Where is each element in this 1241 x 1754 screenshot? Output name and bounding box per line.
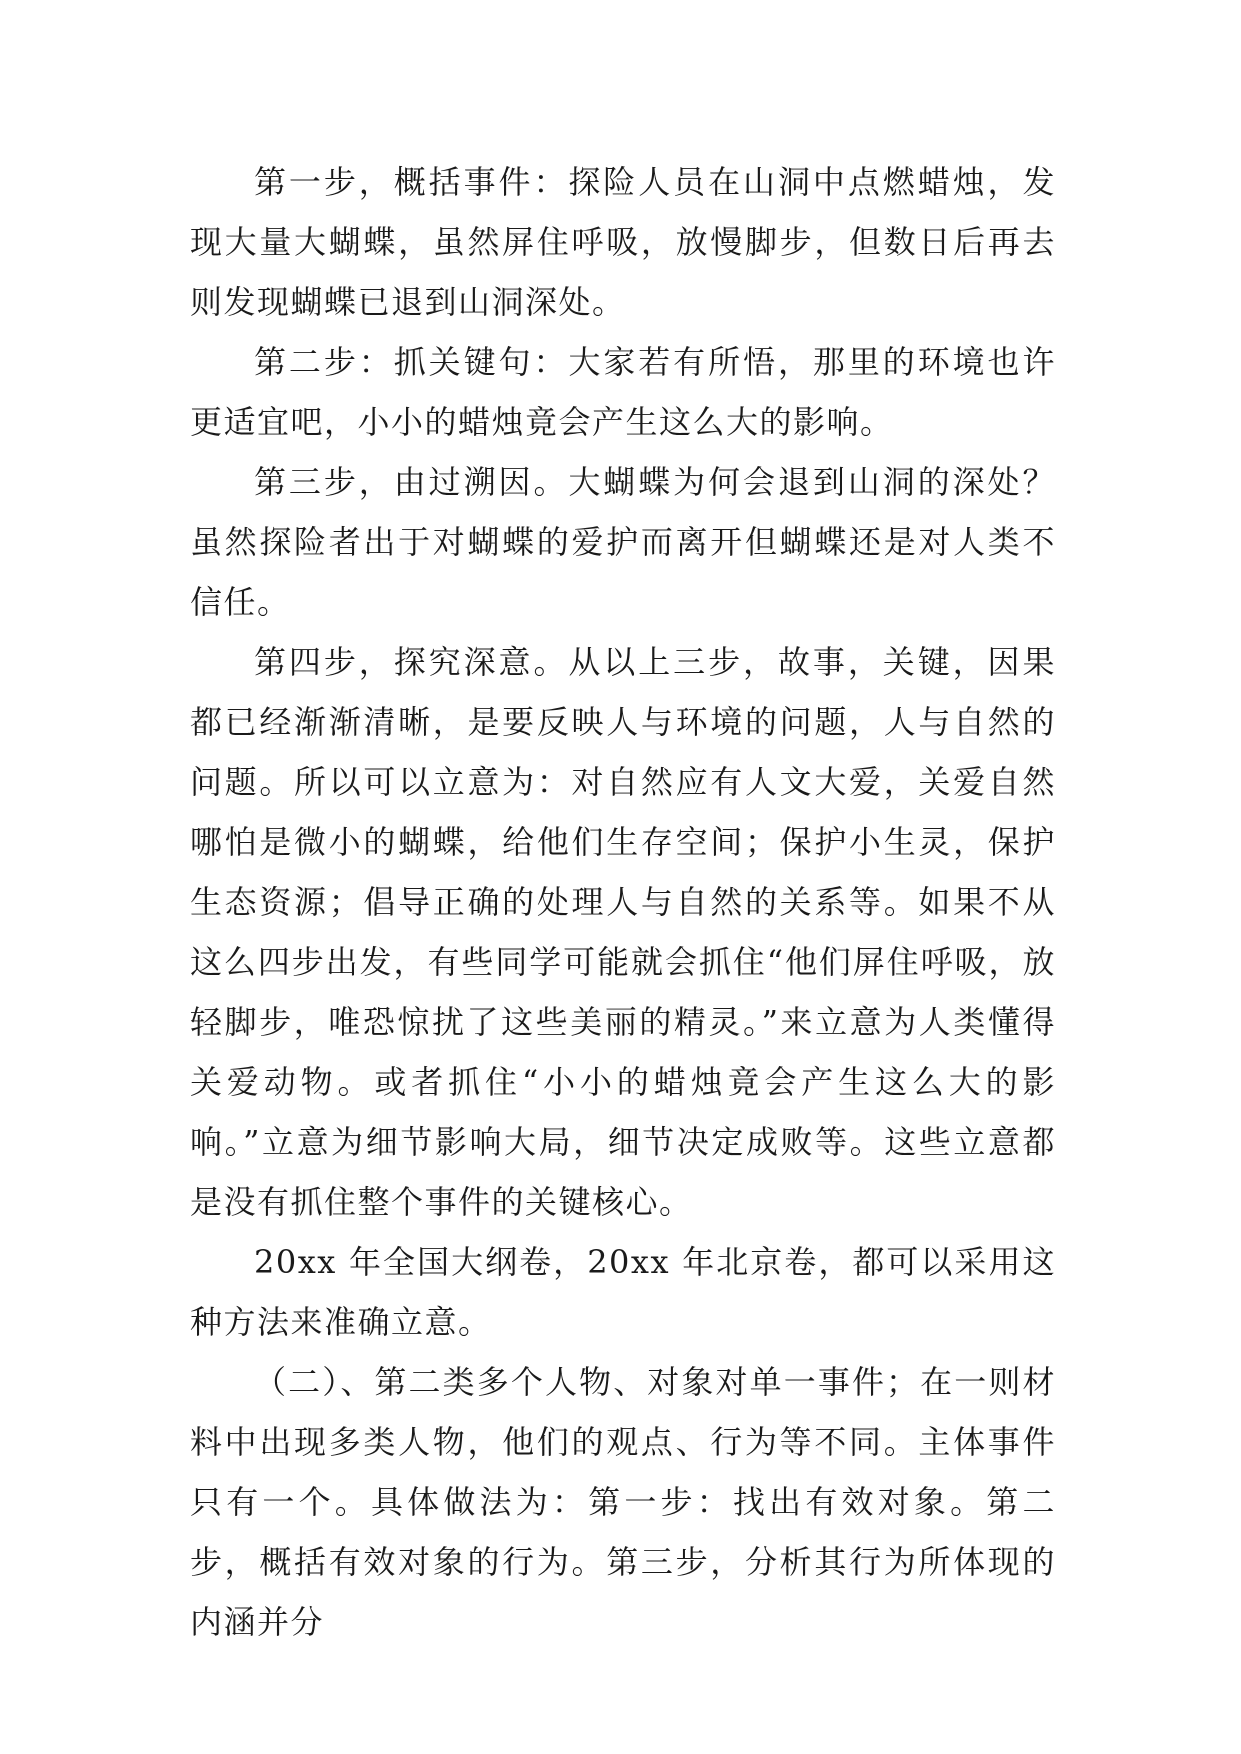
paragraph-category-two: （二）、第二类多个人物、对象对单一事件；在一则材料中出现多类人物，他们的观点、行为等不同。主体事件只有一个。具体做法为：第一步：找出有效对象。第二步，概括有效对象的行为。第三步，分析其行为所体现的内涵并分: [190, 1363, 1056, 1641]
paragraph-step-one: 第一步，概括事件：探险人员在山洞中点燃蜡烛，发现大量大蝴蝶，虽然屏住呼吸，放慢脚步，但数日后再去则发现蝴蝶已退到山洞深处。: [190, 163, 1056, 321]
paragraph-exam-examples: 20xx 年全国大纲卷，20xx 年北京卷，都可以采用这种方法来准确立意。: [190, 1243, 1056, 1341]
paragraph-step-two: 第二步：抓关键句：大家若有所悟，那里的环境也许更适宜吧，小小的蜡烛竟会产生这么大的影响。: [190, 343, 1056, 441]
document-body: [190, 152, 1056, 1652]
paragraph-step-three: 第三步，由过溯因。大蝴蝶为何会退到山洞的深处？虽然探险者出于对蝴蝶的爱护而离开但蝴蝶还是对人类不信任。: [190, 463, 1056, 621]
paragraph-step-four: 第四步，探究深意。从以上三步，故事，关键，因果都已经渐渐清晰，是要反映人与环境的问题，人与自然的问题。所以可以立意为：对自然应有人文大爱，关爱自然哪怕是微小的蝴蝶，给他们生存空间；保护小生灵，保护生态资源；倡导正确的处理人与自然的关系等。如果不从这么四步出发，有些同学可能就会抓住“他们屏住呼吸，放轻脚步，唯恐惊扰了这些美丽的精灵。”来立意为人类懂得关爱动物。或者抓住“小小的蜡烛竟会产生这么大的影响。”立意为细节影响大局，细节决定成败等。这些立意都是没有抓住整个事件的关键核心。: [190, 643, 1056, 1221]
